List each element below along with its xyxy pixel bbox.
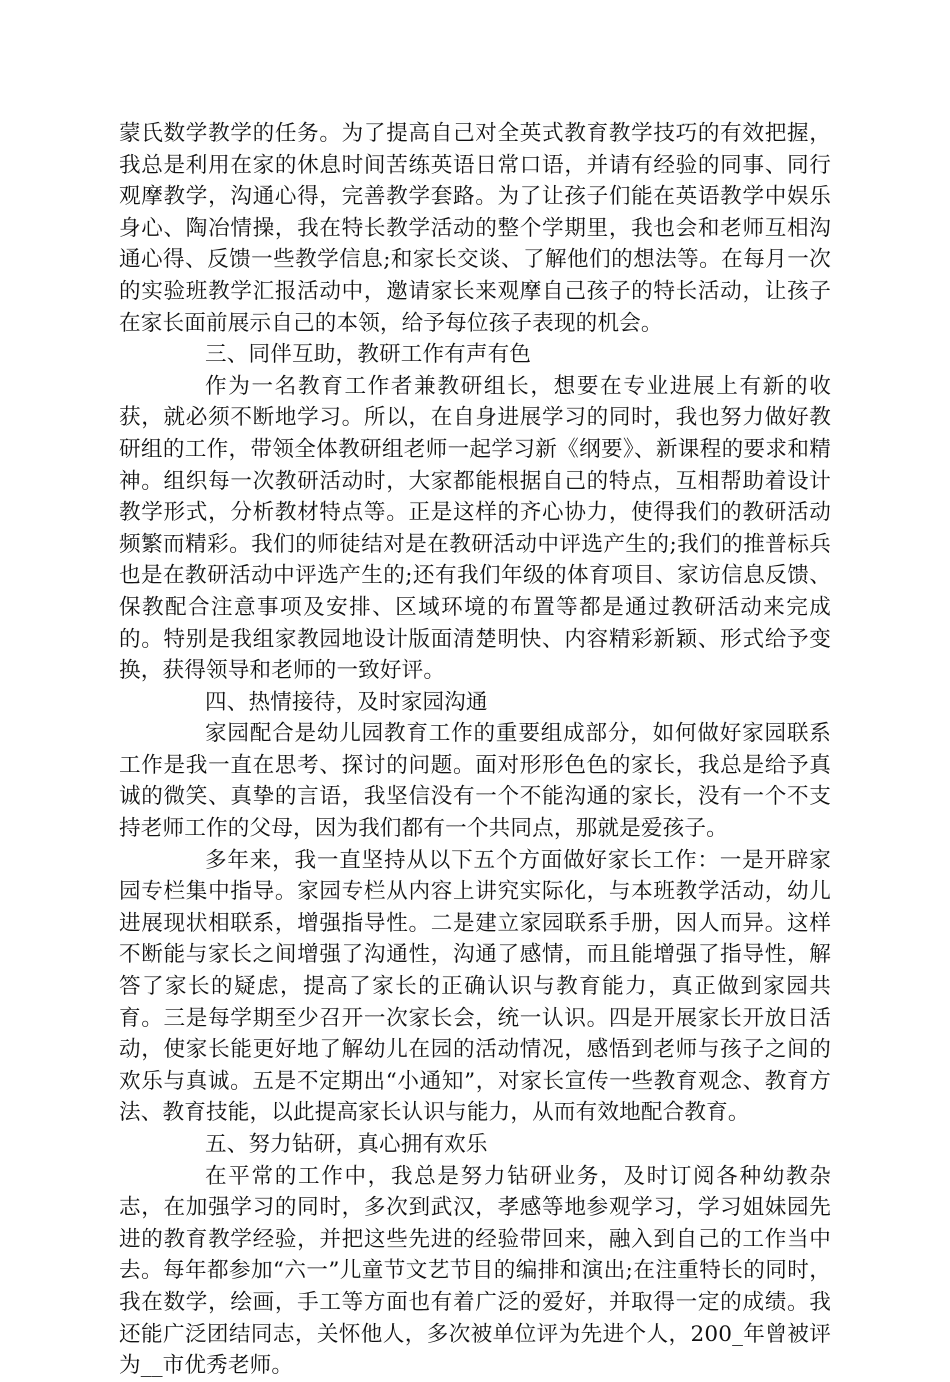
section-heading-4: 四、热情接待，及时家园沟通 <box>205 689 488 715</box>
paragraph-intro: 蒙氏数学教学的任务。为了提高自己对全英式教育教学技巧的有效把握，我总是利用在家的休息时间苦练英语日常口语，并请有经验的同事、同行观摩教学，沟通心得，完善教学套路。为了让孩子们能在英语教学中娱乐身心、陶冶情操，我在特长教学活动的整个学期里，我也会和老师互相沟通心得、反馈一些教学信息;和家长交谈、了解他们的想法等。在每月一次的实验班教学汇报活动中，邀请家长来观摩自己孩子的特长活动，让孩子在家长面前展示自己的本领，给予每位孩子表现的机会。 <box>119 121 831 336</box>
paragraph-parent-work: 多年来，我一直坚持从以下五个方面做好家长工作：一是开辟家园专栏集中指导。家园专栏从内容上讲究实际化，与本班教学活动，幼儿进展现状相联系，增强指导性。二是建立家园联系手册，因人而异。这样不断能与家长之间增强了沟通性，沟通了感情，而且能增强了指导性，解答了家长的疑虑，提高了家长的正确认识与教育能力，真正做到家园共育。三是每学期至少召开一次家长会，统一认识。四是开展家长开放日活动，使家长能更好地了解幼儿在园的活动情况，感悟到老师与孩子之间的欢乐与真诚。五是不定期出“小通知”，对家长宣传一些教育观念、教育方法、教育技能，以此提高家长认识与能力，从而有效地配合教育。 <box>119 847 831 1126</box>
section-heading-5: 五、努力钻研，真心拥有欢乐 <box>205 1132 488 1157</box>
paragraph-teaching-research: 作为一名教育工作者兼教研组长，想要在专业进展上有新的收获，就必须不断地学习。所以，在自身进展学习的同时，我也努力做好教研组的工作，带领全体教研组老师一起学习新《纲要》、新课程的要求和精神。组织每一次教研活动时，大家都能根据自己的特点，互相帮助着设计教学形式，分析教材特点等。正是这样的齐心协力，使得我们的教研活动频繁而精彩。我们的师徒结对是在教研活动中评选产生的;我们的推普标兵也是在教研活动中评选产生的;还有我们年级的体育项目、家访信息反馈、保教配合注意事项及安排、区域环境的布置等都是通过教研活动来完成的。特别是我组家教园地设计版面清楚明快、内容精彩新颖、形式给予变换，获得领导和老师的一致好评。 <box>119 373 831 684</box>
section-heading-3: 三、同伴互助，教研工作有声有色 <box>205 342 532 368</box>
paragraph-study: 在平常的工作中，我总是努力钻研业务，及时订阅各种幼教杂志，在加强学习的同时，多次到武汉，孝感等地参观学习，学习姐妹园先进的教育教学经验，并把这些先进的经验带回来，融入到自己的工作当中去。每年都参加“六一”儿童节文艺节目的编排和演出;在注重特长的同时，我在数学，绘画，手工等方面也有着广泛的爱好，并取得一定的成绩。我还能广泛团结同志，关怀他人，多次被单位评为先进个人，200_年曾被评为__市优秀老师。 <box>119 1163 831 1379</box>
document-page <box>119 118 831 1382</box>
paragraph-home-school: 家园配合是幼儿园教育工作的重要组成部分，如何做好家园联系工作是我一直在思考、探讨的问题。面对形形色色的家长，我总是给予真诚的微笑、真挚的言语，我坚信没有一个不能沟通的家长，没有一个不支持老师工作的父母，因为我们都有一个共同点，那就是爱孩子。 <box>119 721 831 842</box>
